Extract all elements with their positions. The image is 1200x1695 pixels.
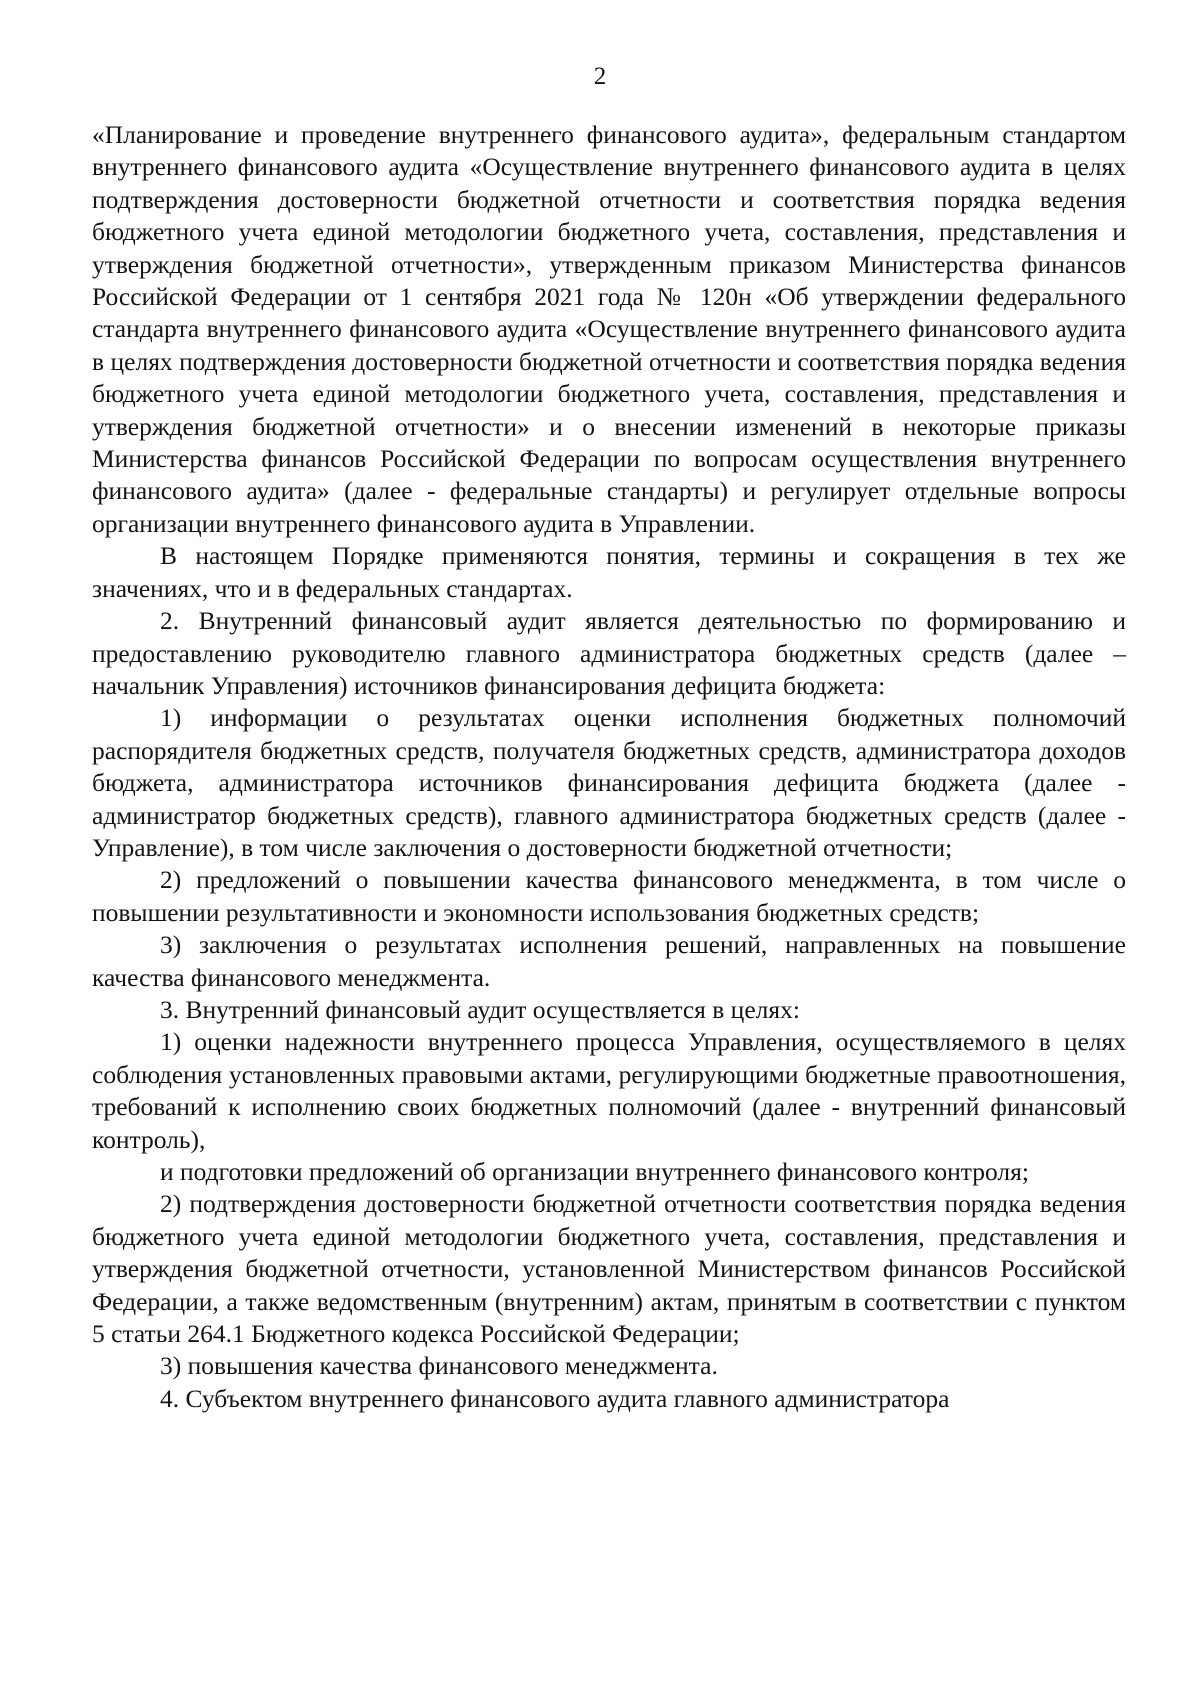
paragraph-subitem-2-1: 1) информации о результатах оценки исполнения бюджетных полномочий распорядителя бюджетных средств, получателя бюджетных средств, администратора доходов бюджета, администратора источников финансирования дефицита бюджета (далее - администратор бюджетных средств), главного администратора бюджетных средств (далее - Управление), в том числе заключения о достоверности бюджетной отчетности;: [92, 703, 1126, 862]
paragraph-continuation: «Планирование и проведение внутреннего финансового аудита», федеральным стандартом внутреннего финансового аудита «Осуществление внутреннего финансового аудита в целях подтверждения достоверности бюджетной отчетности и соответствия порядка ведения бюджетного учета единой методологии бюджетного учета, составления, представления и утверждения бюджетной отчетности», утвержденным приказом Министерства финансов Российской Федерации от 1 сентября 2021 года № 120н «Об утверждении федерального стандарта внутреннего финансового аудита «Осуществление внутреннего финансового аудита в целях подтверждения достоверности бюджетной отчетности и соответствия порядка ведения бюджетного учета единой методологии бюджетного учета, составления, представления и утверждения бюджетной отчетности» и о внесении изменений в некоторые приказы Министерства финансов Российской Федерации по вопросам осуществления внутреннего финансового аудита» (далее - федеральные стандарты) и регулирует отдельные вопросы организации внутреннего финансового аудита в Управлении.: [92, 120, 1126, 538]
page-number: 2: [593, 63, 607, 90]
paragraph-subitem-3-1-cont: и подготовки предложений об организации внутреннего финансового контроля;: [160, 1157, 1029, 1186]
paragraph-subitem-3-2: 2) подтверждения достоверности бюджетной отчетности соответствия порядка ведения бюджетного учета единой методологии бюджетного учета, составления, представления и утверждения бюджетной отчетности, установленной Министерством финансов Российской Федерации, а также ведомственным (внутренним) актам, принятым в соответствии с пунктом 5 статьи 264.1 Бюджетного кодекса Российской Федерации;: [92, 1189, 1126, 1349]
paragraph-subitem-3-1: 1) оценки надежности внутреннего процесса Управления, осуществляемого в целях соблюдения установленных правовыми актами, регулирующими бюджетные правоотношения, требований к исполнению своих бюджетных полномочий (далее - внутренний финансовый контроль),: [92, 1027, 1126, 1154]
paragraph-item-2: 2. Внутренний финансовый аудит является деятельностью по формированию и предоставлению руководителю главного администратора бюджетных средств (далее – начальник Управления) источников финансирования дефицита бюджета:: [92, 606, 1126, 700]
paragraph-subitem-2-2: 2) предложений о повышении качества финансового менеджмента, в том числе о повышении результативности и экономности использования бюджетных средств;: [92, 865, 1126, 927]
paragraph-subitem-3-3: 3) повышения качества финансового менеджмента.: [160, 1351, 718, 1381]
document-body: [92, 119, 1126, 1415]
paragraph-item-3: 3. Внутренний финансовый аудит осуществляется в целях:: [160, 994, 800, 1024]
paragraph-subitem-2-3: 3) заключения о результатах исполнения решений, направленных на повышение качества финансового менеджмента.: [92, 930, 1126, 992]
paragraph-terms: В настоящем Порядке применяются понятия, термины и сокращения в тех же значениях, что и в федеральных стандартах.: [92, 541, 1126, 603]
paragraph-item-4: 4. Субъектом внутреннего финансового аудита главного администратора: [160, 1383, 950, 1413]
